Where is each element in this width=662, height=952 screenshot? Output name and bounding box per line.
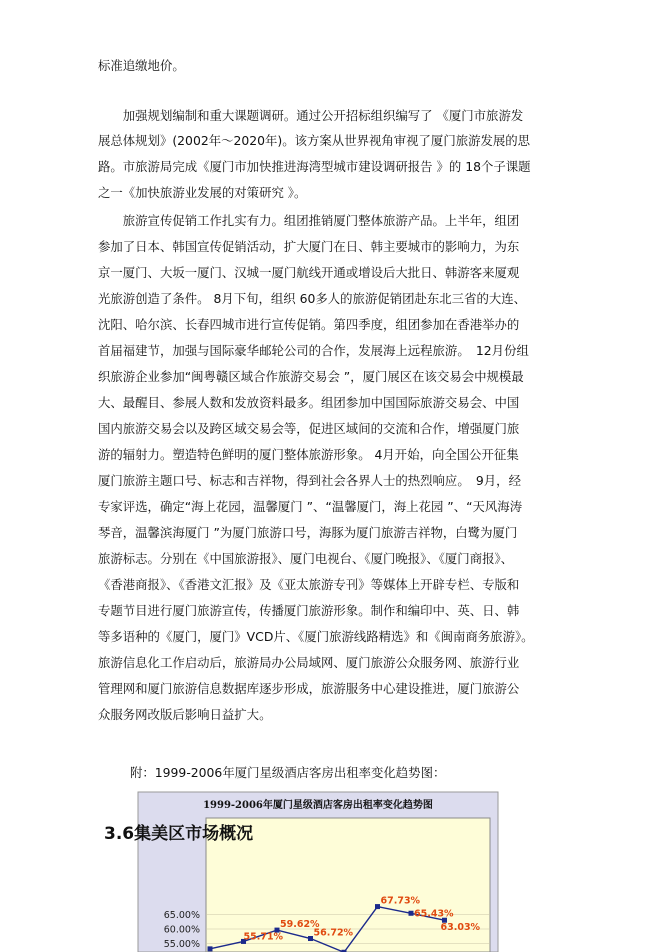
data-label: 59.62% xyxy=(280,919,320,931)
y-tick-label: 65.00% xyxy=(163,910,200,921)
data-label: 67.73% xyxy=(380,895,421,907)
body-line: 沈阳、哈尔滨、长春四城市进行宣传促销。第四季度，组团参加在香港举办的 xyxy=(98,317,520,332)
body-line: 织旅游企业参加“闽粤赣区域合作旅游交易会 ”，厦门展区在该交易会中规模最 xyxy=(98,369,524,384)
body-line: 管理网和厦门旅游信息数据库逐步形成，旅游服务中心建设推进，厦门旅游公 xyxy=(98,681,520,696)
body-line: 加强规划编制和重大课题调研。通过公开招标组织编写了 《厦门市旅游发 xyxy=(98,108,524,123)
data-label: 65.43% xyxy=(414,908,454,920)
body-line: 路。市旅游局完成《厦门市加快推进海湾型城市建设调研报告 》的 18个子课题 xyxy=(98,159,531,174)
body-line: 旅游标志。分别在《中国旅游报》、厦门电视台、《厦门晚报》、《厦门商报》、 xyxy=(98,551,514,566)
data-point xyxy=(375,904,380,909)
y-tick-label: 60.00% xyxy=(163,924,200,936)
data-point xyxy=(409,911,414,916)
body-line: 厦门旅游主题口号、标志和吉祥物，得到社会各界人士的热烈响应。 9月，经 xyxy=(98,473,521,488)
body-line: 参加了日本、韩国宣传促销活动，扩大厦门在日、韩主要城市的影响力，为东 xyxy=(98,239,520,254)
section-heading: 3.6集美区市场概况 xyxy=(104,824,254,844)
chart-title: 1999-2006年厦门星级酒店客房出租率变化趋势图 xyxy=(203,800,433,811)
body-line: 旅游信息化工作启动后，旅游局办公局域网、厦门旅游公众服务网、旅游行业 xyxy=(98,655,520,670)
body-line: 专家评选，确定“海上花园，温馨厦门 ”、“温馨厦门，海上花园 ”、“天风海涛 xyxy=(98,499,523,514)
body-line: 专题节目进行厦门旅游宣传，传播厦门旅游形象。制作和编印中、英、日、韩 xyxy=(98,603,520,618)
data-label: 56.72% xyxy=(313,927,354,939)
body-line: 国内旅游交易会以及跨区域交易会等，促进区域间的交流和合作，增强厦门旅 xyxy=(98,421,520,436)
chart-caption: 附：1999-2006年厦门星级酒店客房出租率变化趋势图： xyxy=(130,765,446,780)
body-line: 京一厦门、大坂一厦门、汉城一厦门航线开通或增设后大批日、韩游客来厦观 xyxy=(98,265,520,280)
y-tick-label: 55.00% xyxy=(163,939,200,950)
body-line: 大、最醒目、参展人数和发放资料最多。组团参加中国国际旅游交易会、中国 xyxy=(98,395,520,410)
body-line: 众服务网改版后影响日益扩大。 xyxy=(98,707,272,722)
occupancy-chart xyxy=(138,792,498,950)
chart-svg xyxy=(138,792,498,952)
body-line: 《香港商报》、《香港文汇报》及《亚太旅游专刊》等媒体上开辟专栏、专版和 xyxy=(98,577,520,592)
data-point xyxy=(308,936,313,941)
body-line: 游的辐射力。塑造特色鲜明的厦门整体旅游形象。 4月开始，向全国公开征集 xyxy=(98,447,519,462)
body-line: 光旅游创造了条件。 8月下旬，组织 60多人的旅游促销团赴东北三省的大连、 xyxy=(98,291,527,306)
body-line: 展总体规划》(2002年～2020年)。该方案从世界视角审视了厦门旅游发展的思 xyxy=(98,133,531,148)
body-line: 之一《加快旅游业发展的对策研究 》。 xyxy=(98,185,307,200)
data-label: 55.71% xyxy=(243,931,284,943)
body-line: 琴音，温馨滨海厦门 ”为厦门旅游口号，海豚为厦门旅游吉祥物，白鹭为厦门 xyxy=(98,525,518,540)
body-line: 标准追缴地价。 xyxy=(98,58,185,73)
body-line: 等多语种的《厦门，厦门》VCD片、《厦门旅游线路精选》和《闽南商务旅游》。 xyxy=(98,629,534,644)
body-line: 首届福建节，加强与国际豪华邮轮公司的合作，发展海上远程旅游。 12月份组 xyxy=(98,343,529,358)
body-line: 旅游宣传促销工作扎实有力。组团推销厦门整体旅游产品。上半年，组团 xyxy=(98,213,520,228)
data-label: 63.03% xyxy=(440,922,481,934)
